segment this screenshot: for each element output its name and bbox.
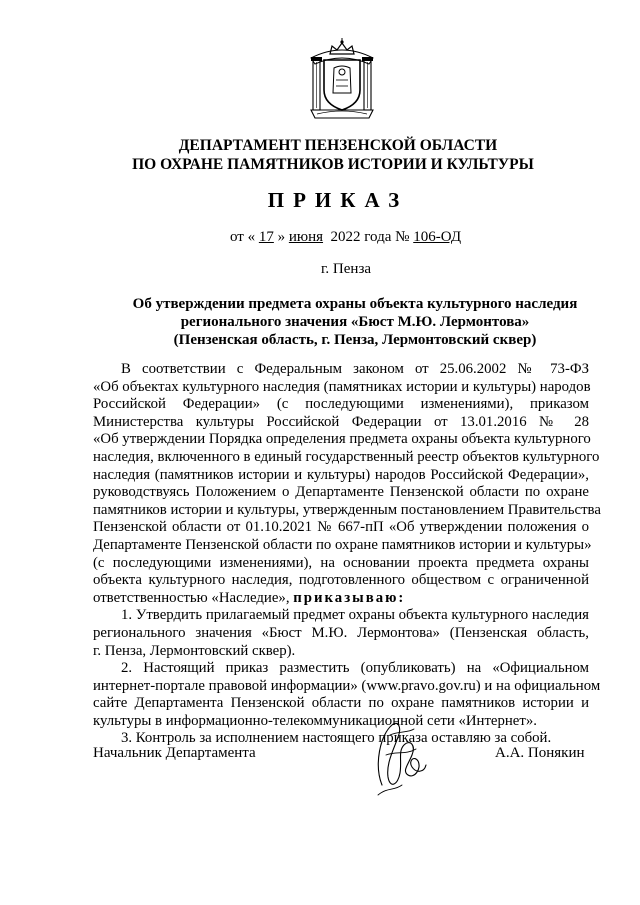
- body-line: наследия (памятников истории и культуры) народов Российской Федерации»,: [93, 466, 589, 483]
- date-prefix: от «: [230, 229, 256, 245]
- handwritten-signature-icon: [368, 715, 430, 799]
- body-line: Российской Федерации» (с последующими изменениями), приказом: [93, 396, 589, 413]
- item-1-paragraph: [93, 607, 589, 660]
- title-line: Об утверждении предмета охраны объекта культурного наследия: [132, 296, 578, 312]
- body-line: Департаменте Пензенской области по охране памятников истории и культуры»: [93, 536, 592, 553]
- body-line: сайте Департамента Пензенской области по охране памятников истории и: [93, 695, 589, 712]
- body-line: Министерства культуры Российской Федерации от 13.01.2016 № 28: [93, 413, 589, 430]
- body-line: 3. Контроль за исполнением настоящего приказа оставляю за собой.: [121, 730, 552, 747]
- body-line: 1. Утвердить прилагаемый предмет охраны объекта культурного наследия: [121, 607, 589, 624]
- date-mid: »: [277, 229, 286, 245]
- document-type-heading: ПРИКАЗ: [267, 188, 409, 212]
- body-line: объекта культурного наследия, подготовленного обществом с ограниченной: [93, 572, 589, 589]
- body-line: В соответствии с Федеральным законом от 25.06.2002 № 73-ФЗ: [121, 361, 589, 377]
- department-name-line1: ДЕПАРТАМЕНТ ПЕНЗЕНСКОЙ ОБЛАСТИ: [178, 137, 498, 154]
- body-line: руководствуясь Положением о Департаменте Пензенской области по охране: [93, 484, 589, 501]
- date-month: июня: [288, 229, 324, 245]
- body-line: памятников истории и культуры, утвержденным постановлением Правительства: [93, 501, 601, 518]
- body-line: «Об утверждении Порядка определения предмета охраны объекта культурного: [93, 431, 591, 448]
- body-line: культуры в информационно-телекоммуникационной сети «Интернет».: [93, 712, 537, 729]
- item-2-paragraph: [93, 660, 601, 730]
- signatory-position: Начальник Департамента: [93, 745, 256, 761]
- order-body: [93, 361, 601, 748]
- body-line: г. Пенза, Лермонтовский сквер).: [93, 642, 296, 659]
- title-line: (Пензенская область, г. Пенза, Лермонтовский сквер): [173, 332, 537, 348]
- preamble-paragraph: [93, 361, 601, 607]
- body-line: регионального значения «Бюст М.Ю. Лермонтова» (Пензенская область,: [93, 624, 589, 641]
- date-year: 2022 года №: [330, 229, 410, 245]
- coat-of-arms-icon: [307, 38, 377, 120]
- department-name-line2: ПО ОХРАНЕ ПАМЯТНИКОВ ИСТОРИИ И КУЛЬТУРЫ: [132, 156, 534, 173]
- signatory-name: А.А. Понякин: [495, 745, 585, 761]
- order-title: [120, 295, 590, 349]
- date-day: 17: [258, 229, 274, 245]
- body-line-text: ответственностью «Наследие»,: [93, 589, 290, 606]
- body-line: интернет-портале правовой информации» (www.pravo.gov.ru) и на официальном: [93, 677, 601, 694]
- title-line: регионального значения «Бюст М.Ю. Лермонтова»: [180, 314, 530, 330]
- city-name: г. Пенза: [320, 261, 372, 277]
- body-line: Пензенской области от 01.10.2021 № 667-пП «Об утверждении положения о: [93, 519, 589, 536]
- body-line: «Об объектах культурного наследия (памятниках истории и культуры) народов: [93, 378, 591, 395]
- order-number: 106-ОД: [413, 229, 462, 245]
- body-line: наследия, включенного в единый государственный реестр объектов культурного: [93, 448, 600, 465]
- order-date-line: [230, 229, 461, 246]
- body-line: (с последующими изменениями), на основании проекта предмета охраны: [93, 554, 589, 571]
- order-verb: приказываю:: [293, 589, 406, 606]
- body-line: [93, 590, 589, 608]
- body-line: 2. Настоящий приказ разместить (опубликовать) на «Официальном: [121, 660, 589, 677]
